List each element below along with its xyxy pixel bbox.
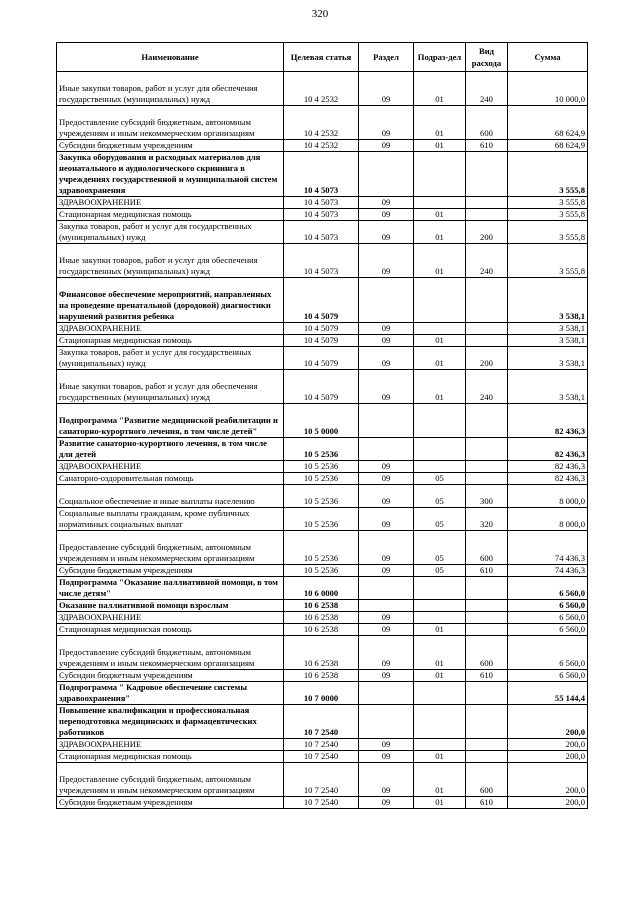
col-header-section: Раздел xyxy=(359,43,414,72)
row-expense-type xyxy=(466,209,508,221)
table-row xyxy=(57,600,588,612)
row-article: 10 5 2536 xyxy=(284,485,359,508)
col-header-name: Наименование xyxy=(57,43,284,72)
row-article: 10 4 2532 xyxy=(284,140,359,152)
row-section: 09 xyxy=(359,508,414,531)
row-amount: 8 000,0 xyxy=(508,485,588,508)
table-body xyxy=(57,72,588,809)
row-section: 09 xyxy=(359,72,414,106)
row-amount: 200,0 xyxy=(508,751,588,763)
row-expense-type: 240 xyxy=(466,370,508,404)
row-section: 09 xyxy=(359,347,414,370)
row-expense-type xyxy=(466,197,508,209)
row-amount: 6 560,0 xyxy=(508,612,588,624)
row-expense-type xyxy=(466,577,508,600)
row-name: Закупка товаров, работ и услуг для государственных (муниципальных) нужд xyxy=(57,221,284,244)
row-name: Иные закупки товаров, работ и услуг для обеспечения государственных (муниципальных) нужд xyxy=(57,72,284,106)
row-expense-type: 200 xyxy=(466,347,508,370)
row-subsection: 01 xyxy=(414,763,466,797)
row-amount: 3 555,8 xyxy=(508,244,588,278)
table-row xyxy=(57,209,588,221)
row-article: 10 4 5073 xyxy=(284,197,359,209)
row-section: 09 xyxy=(359,531,414,565)
col-header-article: Целевая статья xyxy=(284,43,359,72)
row-article: 10 4 5073 xyxy=(284,209,359,221)
row-article: 10 5 2536 xyxy=(284,531,359,565)
table-row xyxy=(57,763,588,797)
table-row xyxy=(57,461,588,473)
table-header-row xyxy=(57,43,588,72)
row-section: 09 xyxy=(359,335,414,347)
table-row xyxy=(57,370,588,404)
row-name: ЗДРАВООХРАНЕНИЕ xyxy=(57,323,284,335)
row-name: Иные закупки товаров, работ и услуг для обеспечения государственных (муниципальных) нужд xyxy=(57,370,284,404)
row-subsection xyxy=(414,461,466,473)
row-section: 09 xyxy=(359,197,414,209)
row-article: 10 6 2538 xyxy=(284,600,359,612)
row-article: 10 5 0000 xyxy=(284,404,359,438)
row-article: 10 7 2540 xyxy=(284,751,359,763)
col-header-subsection: Подраз-дел xyxy=(414,43,466,72)
row-name: Закупка оборудования и расходных материалов для неонатального и аудиологического скрининга в учреждениях государственной и муниципальной систем здравоохранения xyxy=(57,152,284,197)
row-amount: 3 555,8 xyxy=(508,209,588,221)
row-section: 09 xyxy=(359,636,414,670)
row-amount: 3 538,1 xyxy=(508,323,588,335)
row-section: 09 xyxy=(359,763,414,797)
row-name: Субсидии бюджетным учреждениям xyxy=(57,670,284,682)
row-amount: 6 560,0 xyxy=(508,670,588,682)
row-amount: 3 538,1 xyxy=(508,335,588,347)
row-expense-type xyxy=(466,739,508,751)
row-article: 10 4 5079 xyxy=(284,323,359,335)
row-expense-type: 610 xyxy=(466,670,508,682)
row-subsection: 05 xyxy=(414,565,466,577)
row-subsection: 01 xyxy=(414,624,466,636)
row-name: Субсидии бюджетным учреждениям xyxy=(57,140,284,152)
row-name: Социальное обеспечение и иные выплаты населению xyxy=(57,485,284,508)
row-subsection xyxy=(414,278,466,323)
col-header-amount: Сумма xyxy=(508,43,588,72)
row-amount: 82 436,3 xyxy=(508,461,588,473)
row-section xyxy=(359,577,414,600)
row-amount: 3 538,1 xyxy=(508,278,588,323)
row-expense-type: 300 xyxy=(466,485,508,508)
row-section: 09 xyxy=(359,473,414,485)
row-amount: 3 538,1 xyxy=(508,370,588,404)
row-amount: 82 436,3 xyxy=(508,473,588,485)
row-article: 10 4 5079 xyxy=(284,278,359,323)
row-amount: 55 144,4 xyxy=(508,682,588,705)
row-name: ЗДРАВООХРАНЕНИЕ xyxy=(57,612,284,624)
row-article: 10 7 2540 xyxy=(284,797,359,809)
row-article: 10 4 5073 xyxy=(284,152,359,197)
row-name: Развитие санаторно-курортного лечения, в том числе для детей xyxy=(57,438,284,461)
row-article: 10 4 2532 xyxy=(284,72,359,106)
row-amount: 3 555,8 xyxy=(508,197,588,209)
row-amount: 6 560,0 xyxy=(508,636,588,670)
row-subsection: 05 xyxy=(414,473,466,485)
row-subsection: 01 xyxy=(414,140,466,152)
row-expense-type: 240 xyxy=(466,72,508,106)
table-row xyxy=(57,106,588,140)
row-expense-type xyxy=(466,624,508,636)
row-expense-type xyxy=(466,682,508,705)
table-row xyxy=(57,438,588,461)
table-row xyxy=(57,72,588,106)
row-amount: 3 538,1 xyxy=(508,347,588,370)
row-section: 09 xyxy=(359,323,414,335)
table-row xyxy=(57,140,588,152)
row-name: Закупка товаров, работ и услуг для государственных (муниципальных) нужд xyxy=(57,347,284,370)
row-name: Субсидии бюджетным учреждениям xyxy=(57,797,284,809)
row-subsection: 01 xyxy=(414,347,466,370)
row-amount: 74 436,3 xyxy=(508,565,588,577)
row-section: 09 xyxy=(359,739,414,751)
table-row xyxy=(57,670,588,682)
table-row xyxy=(57,624,588,636)
row-section: 09 xyxy=(359,244,414,278)
table-row xyxy=(57,197,588,209)
row-subsection xyxy=(414,197,466,209)
row-section: 09 xyxy=(359,751,414,763)
row-name: Подпрограмма "Оказание паллиативной помощи, в том числе детям" xyxy=(57,577,284,600)
row-expense-type xyxy=(466,600,508,612)
row-amount: 10 000,0 xyxy=(508,72,588,106)
row-amount: 3 555,8 xyxy=(508,152,588,197)
table-row xyxy=(57,152,588,197)
row-section xyxy=(359,682,414,705)
row-expense-type xyxy=(466,461,508,473)
table-row xyxy=(57,347,588,370)
row-article: 10 7 2540 xyxy=(284,763,359,797)
row-subsection xyxy=(414,152,466,197)
row-amount: 68 624,9 xyxy=(508,140,588,152)
table-row xyxy=(57,404,588,438)
table-row xyxy=(57,278,588,323)
table-row xyxy=(57,612,588,624)
table-row xyxy=(57,705,588,739)
row-subsection xyxy=(414,577,466,600)
row-subsection: 01 xyxy=(414,72,466,106)
table-row xyxy=(57,739,588,751)
row-name: Стационарная медицинская помощь xyxy=(57,624,284,636)
row-amount: 200,0 xyxy=(508,705,588,739)
table-row xyxy=(57,751,588,763)
row-article: 10 7 2540 xyxy=(284,705,359,739)
row-article: 10 6 0000 xyxy=(284,577,359,600)
row-section: 09 xyxy=(359,670,414,682)
row-name: Стационарная медицинская помощь xyxy=(57,209,284,221)
row-name: ЗДРАВООХРАНЕНИЕ xyxy=(57,197,284,209)
table-row xyxy=(57,335,588,347)
row-name: ЗДРАВООХРАНЕНИЕ xyxy=(57,739,284,751)
row-section xyxy=(359,278,414,323)
row-article: 10 6 2538 xyxy=(284,636,359,670)
row-expense-type xyxy=(466,323,508,335)
row-expense-type xyxy=(466,152,508,197)
row-subsection xyxy=(414,438,466,461)
table-row xyxy=(57,323,588,335)
row-expense-type xyxy=(466,751,508,763)
row-expense-type: 610 xyxy=(466,797,508,809)
row-amount: 8 000,0 xyxy=(508,508,588,531)
row-section: 09 xyxy=(359,461,414,473)
row-amount: 3 555,8 xyxy=(508,221,588,244)
row-amount: 68 624,9 xyxy=(508,106,588,140)
row-section: 09 xyxy=(359,370,414,404)
row-name: Социальные выплаты гражданам, кроме публичных нормативных социальных выплат xyxy=(57,508,284,531)
row-subsection: 01 xyxy=(414,209,466,221)
row-section: 09 xyxy=(359,221,414,244)
row-amount: 6 560,0 xyxy=(508,624,588,636)
table-row xyxy=(57,682,588,705)
row-article: 10 4 5079 xyxy=(284,335,359,347)
table-row xyxy=(57,221,588,244)
table-row xyxy=(57,485,588,508)
row-amount: 200,0 xyxy=(508,797,588,809)
row-expense-type xyxy=(466,473,508,485)
row-article: 10 4 5079 xyxy=(284,347,359,370)
row-name: Иные закупки товаров, работ и услуг для обеспечения государственных (муниципальных) нужд xyxy=(57,244,284,278)
row-expense-type: 240 xyxy=(466,244,508,278)
row-section: 09 xyxy=(359,612,414,624)
row-subsection xyxy=(414,600,466,612)
row-name: Подпрограмма "Развитие медицинской реабилитации и санаторно-курортного лечения, в том числе детей" xyxy=(57,404,284,438)
row-expense-type xyxy=(466,335,508,347)
row-subsection: 01 xyxy=(414,244,466,278)
row-amount: 6 560,0 xyxy=(508,577,588,600)
row-expense-type xyxy=(466,404,508,438)
row-article: 10 5 2536 xyxy=(284,565,359,577)
row-article: 10 5 2536 xyxy=(284,461,359,473)
row-expense-type: 600 xyxy=(466,763,508,797)
row-expense-type: 600 xyxy=(466,106,508,140)
row-amount: 200,0 xyxy=(508,739,588,751)
row-name: Субсидии бюджетным учреждениям xyxy=(57,565,284,577)
row-section: 09 xyxy=(359,485,414,508)
row-article: 10 5 2536 xyxy=(284,473,359,485)
col-header-expense-type: Вид расхода xyxy=(466,43,508,72)
row-subsection: 01 xyxy=(414,106,466,140)
row-name: Предоставление субсидий бюджетным, автономным учреждениям и иным некоммерческим организациям xyxy=(57,106,284,140)
row-expense-type: 320 xyxy=(466,508,508,531)
row-name: Повышение квалификации и профессиональная переподготовка медицинских и фармацевтических работников xyxy=(57,705,284,739)
row-article: 10 6 2538 xyxy=(284,624,359,636)
row-expense-type xyxy=(466,278,508,323)
row-article: 10 4 5073 xyxy=(284,244,359,278)
row-subsection: 01 xyxy=(414,370,466,404)
row-subsection: 01 xyxy=(414,636,466,670)
row-section: 09 xyxy=(359,797,414,809)
row-section xyxy=(359,705,414,739)
row-subsection: 01 xyxy=(414,670,466,682)
row-name: Предоставление субсидий бюджетным, автономным учреждениям и иным некоммерческим организациям xyxy=(57,636,284,670)
row-expense-type xyxy=(466,612,508,624)
row-amount: 6 560,0 xyxy=(508,600,588,612)
row-expense-type xyxy=(466,438,508,461)
budget-table xyxy=(56,42,588,809)
row-section xyxy=(359,404,414,438)
table-row xyxy=(57,473,588,485)
table-row xyxy=(57,797,588,809)
row-section xyxy=(359,600,414,612)
row-section xyxy=(359,152,414,197)
row-name: Санаторно-оздоровительная помощь xyxy=(57,473,284,485)
row-name: Стационарная медицинская помощь xyxy=(57,751,284,763)
row-subsection: 05 xyxy=(414,485,466,508)
table-row xyxy=(57,636,588,670)
row-expense-type: 600 xyxy=(466,636,508,670)
row-article: 10 4 5073 xyxy=(284,221,359,244)
row-subsection xyxy=(414,612,466,624)
row-expense-type: 200 xyxy=(466,221,508,244)
row-subsection: 01 xyxy=(414,797,466,809)
row-name: Подпрограмма " Кадровое обеспечение системы здравоохранения" xyxy=(57,682,284,705)
row-subsection: 01 xyxy=(414,751,466,763)
row-article: 10 6 2538 xyxy=(284,612,359,624)
row-section: 09 xyxy=(359,624,414,636)
row-subsection xyxy=(414,739,466,751)
row-article: 10 7 0000 xyxy=(284,682,359,705)
table-row xyxy=(57,508,588,531)
row-name: Стационарная медицинская помощь xyxy=(57,335,284,347)
row-amount: 82 436,3 xyxy=(508,438,588,461)
row-subsection: 01 xyxy=(414,335,466,347)
row-article: 10 5 2536 xyxy=(284,508,359,531)
row-expense-type: 610 xyxy=(466,565,508,577)
row-article: 10 7 2540 xyxy=(284,739,359,751)
row-name: Предоставление субсидий бюджетным, автономным учреждениям и иным некоммерческим организациям xyxy=(57,531,284,565)
table-row xyxy=(57,531,588,565)
row-subsection: 05 xyxy=(414,508,466,531)
row-name: Предоставление субсидий бюджетным, автономным учреждениям и иным некоммерческим организациям xyxy=(57,763,284,797)
row-expense-type: 600 xyxy=(466,531,508,565)
row-section: 09 xyxy=(359,565,414,577)
row-article: 10 4 2532 xyxy=(284,106,359,140)
page-number: 320 xyxy=(311,8,329,20)
row-amount: 200,0 xyxy=(508,763,588,797)
table-row xyxy=(57,565,588,577)
row-section: 09 xyxy=(359,209,414,221)
row-expense-type xyxy=(466,705,508,739)
table-row xyxy=(57,577,588,600)
row-name: ЗДРАВООХРАНЕНИЕ xyxy=(57,461,284,473)
row-subsection xyxy=(414,404,466,438)
row-expense-type: 610 xyxy=(466,140,508,152)
row-subsection xyxy=(414,705,466,739)
row-subsection xyxy=(414,682,466,705)
row-article: 10 5 2536 xyxy=(284,438,359,461)
row-article: 10 6 2538 xyxy=(284,670,359,682)
row-amount: 74 436,3 xyxy=(508,531,588,565)
table-row xyxy=(57,244,588,278)
row-subsection: 01 xyxy=(414,221,466,244)
row-section: 09 xyxy=(359,140,414,152)
row-subsection xyxy=(414,323,466,335)
row-section: 09 xyxy=(359,106,414,140)
row-amount: 82 436,3 xyxy=(508,404,588,438)
row-subsection: 05 xyxy=(414,531,466,565)
row-article: 10 4 5079 xyxy=(284,370,359,404)
row-name: Оказание паллиативной помощи взрослым xyxy=(57,600,284,612)
row-section xyxy=(359,438,414,461)
row-name: Финансовое обеспечение мероприятий, направленных на проведение пренатальной (дородовой) диагностики нарушений развития ребенка xyxy=(57,278,284,323)
